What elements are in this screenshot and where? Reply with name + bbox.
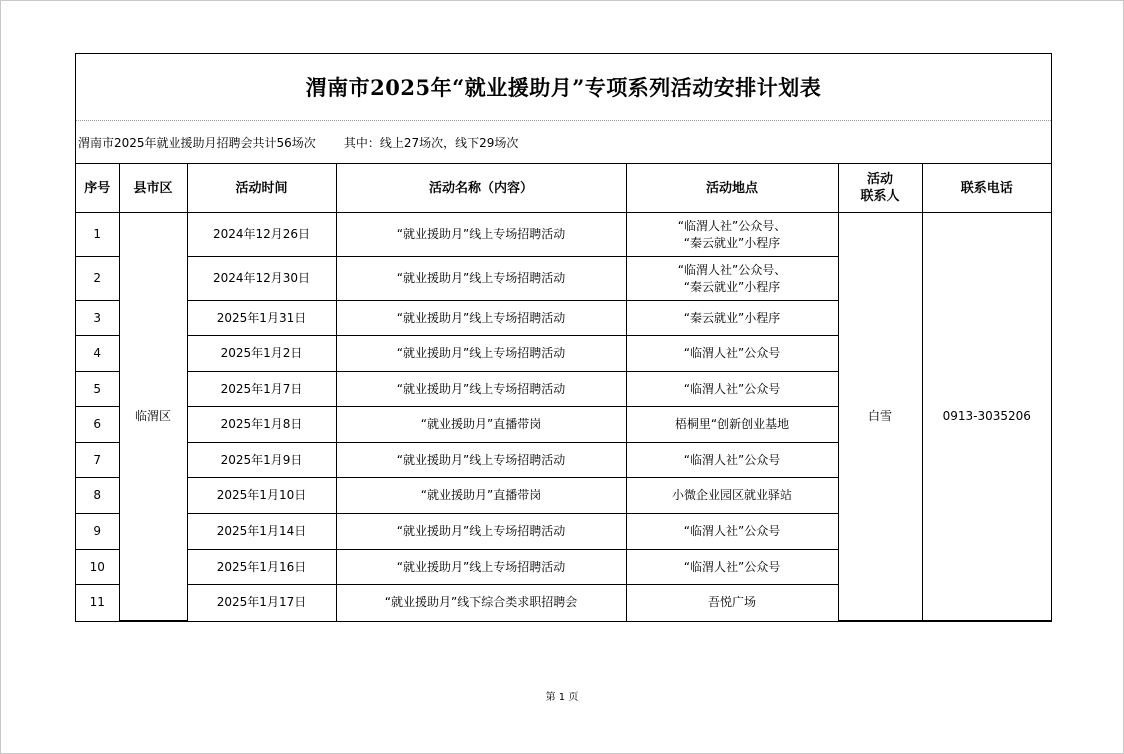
header-name: 活动名称（内容） <box>336 164 626 213</box>
summary-total: 渭南市2025年就业援助月招聘会共计56场次 <box>78 135 316 150</box>
cell-county-merged: 临渭区 <box>119 213 187 621</box>
cell-location <box>626 336 838 372</box>
location-line1: “秦云就业”小程序 <box>683 310 781 325</box>
header-county: 县市区 <box>119 164 187 213</box>
location-line1: “临渭人社”公众号 <box>683 452 781 467</box>
location-line1: “临渭人社”公众号、 <box>677 262 787 277</box>
activity-table <box>76 164 1051 621</box>
cell-seq: 4 <box>76 336 119 372</box>
location-line1: 小微企业园区就业驿站 <box>671 488 792 502</box>
cell-seq: 2 <box>76 257 119 301</box>
cell-time: 2024年12月26日 <box>187 213 336 257</box>
header-time: 活动时间 <box>187 164 336 213</box>
cell-time: 2025年1月7日 <box>187 372 336 407</box>
cell-name: “就业援助月”直播带岗 <box>336 478 626 514</box>
cell-name: “就业援助月”线上专场招聘活动 <box>336 336 626 372</box>
cell-name: “就业援助月”直播带岗 <box>336 407 626 443</box>
cell-time: 2025年1月16日 <box>187 550 336 585</box>
location-line2: “秦云就业”小程序 <box>683 235 781 250</box>
cell-contact-merged: 白雪 <box>838 213 922 621</box>
cell-seq: 9 <box>76 514 119 550</box>
cell-name: “就业援助月”线上专场招聘活动 <box>336 257 626 301</box>
header-phone: 联系电话 <box>922 164 1051 213</box>
cell-name: “就业援助月”线上专场招聘活动 <box>336 213 626 257</box>
cell-name: “就业援助月”线上专场招聘活动 <box>336 514 626 550</box>
location-line1: “临渭人社”公众号 <box>683 524 781 538</box>
cell-phone-merged: 0913-3035206 <box>922 213 1051 621</box>
location-line1: 吾悦广场 <box>707 595 756 610</box>
header-location: 活动地点 <box>626 164 838 213</box>
location-line1: “临渭人社”公众号 <box>683 346 781 360</box>
header-contact-line2: 联系人 <box>860 189 900 204</box>
cell-seq: 6 <box>76 407 119 443</box>
cell-time: 2025年1月9日 <box>187 443 336 478</box>
header-contact-line1: 活动 <box>866 172 893 187</box>
location-line1: “临渭人社”公众号、 <box>677 218 787 233</box>
cell-time: 2025年1月31日 <box>187 301 336 336</box>
cell-location <box>626 213 838 257</box>
cell-location <box>626 514 838 550</box>
cell-time: 2025年1月8日 <box>187 407 336 443</box>
location-line2: “秦云就业”小程序 <box>683 279 781 294</box>
summary-row <box>76 121 1051 164</box>
cell-location <box>626 407 838 443</box>
cell-seq: 5 <box>76 372 119 407</box>
cell-name: “就业援助月”线上专场招聘活动 <box>336 443 626 478</box>
header-seq: 序号 <box>76 164 119 213</box>
cell-name: “就业援助月”线上专场招聘活动 <box>336 372 626 407</box>
table-row <box>76 213 1051 257</box>
cell-seq: 7 <box>76 443 119 478</box>
location-line1: 梧桐里“创新创业基地 <box>674 417 790 431</box>
cell-seq: 11 <box>76 585 119 621</box>
cell-location <box>626 478 838 514</box>
cell-name: “就业援助月”线上专场招聘活动 <box>336 550 626 585</box>
cell-location <box>626 550 838 585</box>
page-title: 渭南市2025年“就业援助月”专项系列活动安排计划表 <box>76 54 1051 121</box>
header-contact <box>838 164 922 213</box>
cell-location <box>626 443 838 478</box>
cell-time: 2025年1月2日 <box>187 336 336 372</box>
cell-seq: 1 <box>76 213 119 257</box>
cell-time: 2025年1月17日 <box>187 585 336 621</box>
summary-breakdown: 其中：线上27场次，线下29场次 <box>343 135 519 150</box>
cell-location <box>626 372 838 407</box>
spreadsheet-page <box>75 53 1052 622</box>
header-row <box>76 164 1051 213</box>
cell-location <box>626 585 838 621</box>
cell-seq: 8 <box>76 478 119 514</box>
cell-name: “就业援助月”线上专场招聘活动 <box>336 301 626 336</box>
cell-time: 2025年1月10日 <box>187 478 336 514</box>
cell-seq: 3 <box>76 301 119 336</box>
cell-location <box>626 301 838 336</box>
cell-location <box>626 257 838 301</box>
cell-name: “就业援助月”线下综合类求职招聘会 <box>336 585 626 621</box>
cell-seq: 10 <box>76 550 119 585</box>
cell-time: 2024年12月30日 <box>187 257 336 301</box>
location-line1: “临渭人社”公众号 <box>683 559 781 574</box>
page-number: 第 1 页 <box>545 692 579 703</box>
location-line1: “临渭人社”公众号 <box>683 381 781 396</box>
cell-time: 2025年1月14日 <box>187 514 336 550</box>
